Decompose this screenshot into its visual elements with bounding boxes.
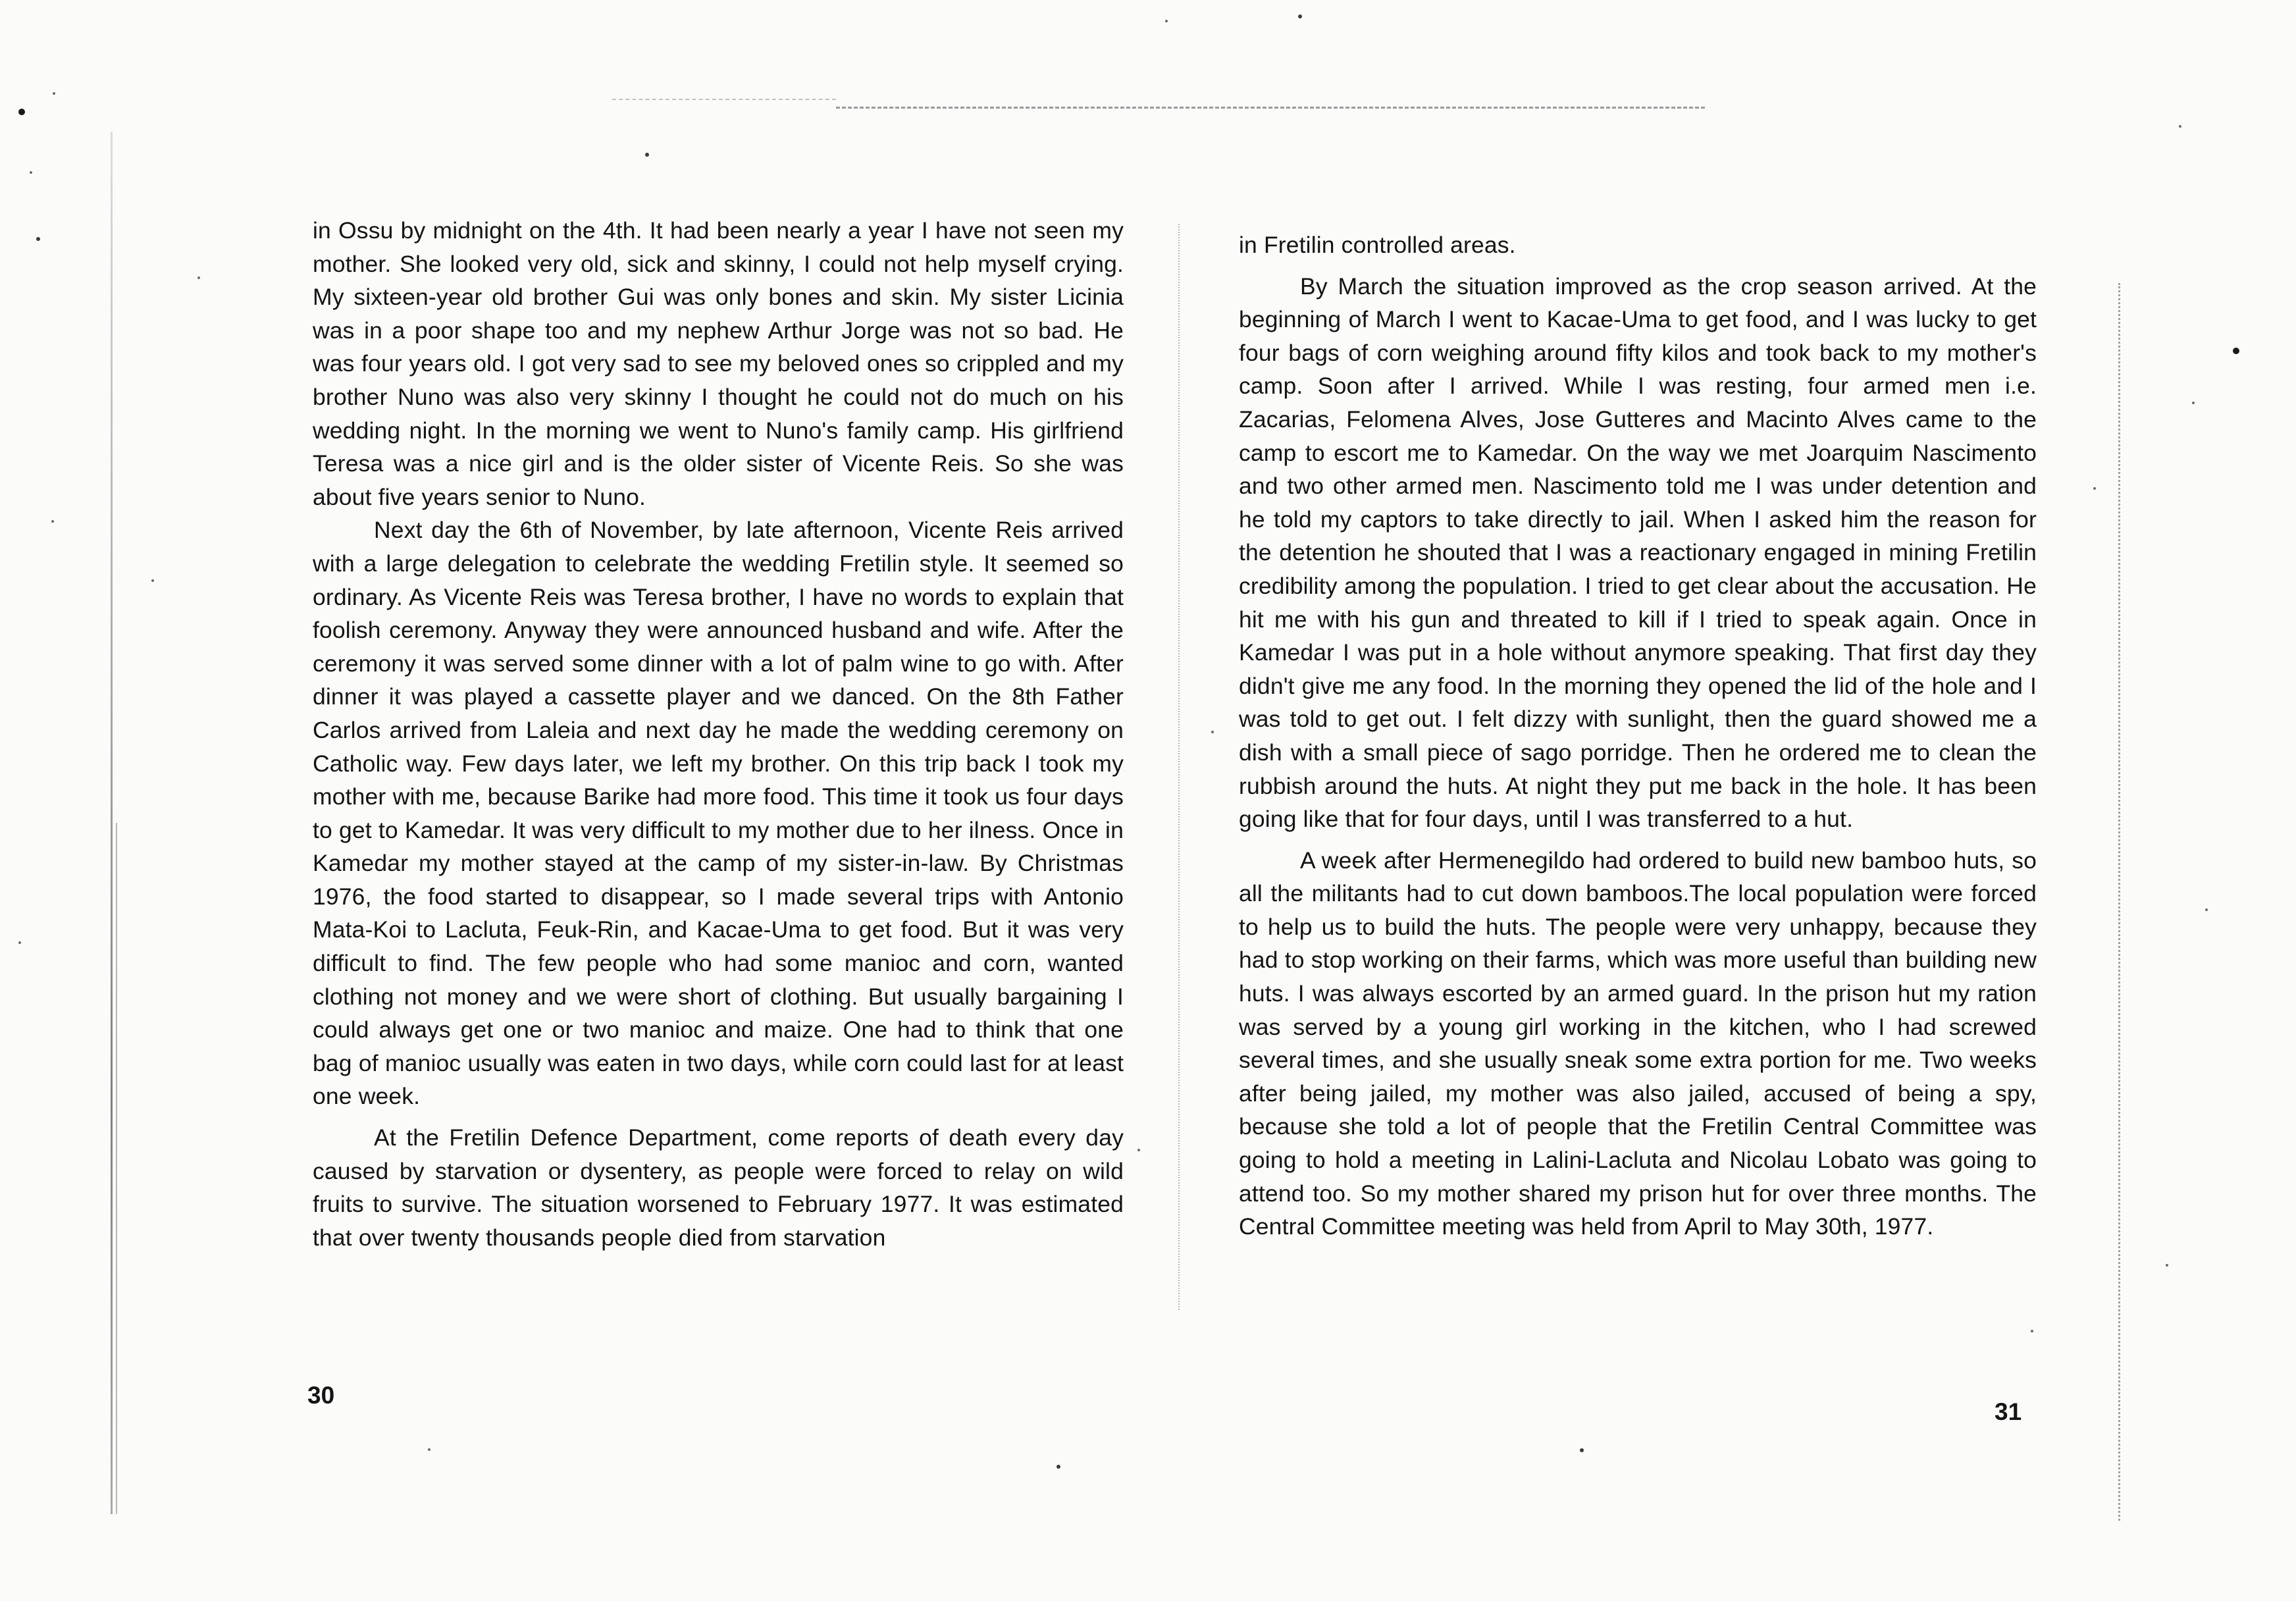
paragraph: A week after Hermenegildo had ordered to build new bamboo huts, so all the militants had to cut down bamboos.The local population were forced to help us to build the huts. The people were very unhappy, because they had to stop working on their farms, which was more useful than building new huts. I was always escorted by an armed guard. In the prison hut my ration was served by a young girl working in the kitchen, who I had screwed several times, and she usually sneak some extra portion for me. Two weeks after being jailed, my mother was also jailed, accused of being a spy, because she told a lot of people that the Fretilin Central Committee was going to hold a meeting in Lalini-Lacluta and Nicolau Lobato was going to attend too. So my mother shared my prison hut for over three months. The Central Committee meeting was held from April to May 30th, 1977. [1239, 847, 2037, 1240]
right-text-column [1239, 228, 2037, 1244]
paragraph: in Fretilin controlled areas. [1239, 232, 1516, 258]
paragraph: Next day the 6th of November, by late afternoon, Vicente Reis arrived with a large delegation to celebrate the wedding Fretilin style. It seemed so ordinary. As Vicente Reis was Teresa brother, I have no words to explain that foolish ceremony. Anyway they were announced husband and wife. After the ceremony it was served some dinner with a lot of palm wine to go with. After dinner it was played a cassette player and we danced. On the 8th Father Carlos arrived from Laleia and next day he made the wedding ceremony on Catholic way. Few days later, we left my brother. On this trip back I took my mother with me, because Barike had more food. This time it took us four days to get to Kamedar. It was very difficult to my mother due to her ilness. Once in Kamedar my mother stayed at the camp of my sister-in-law. By Christmas 1976, the food started to disappear, so I made several trips with Antonio Mata-Koi to Lacluta, Feuk-Rin, and Kacae-Uma to get food. But it was very difficult to find. The few people who had some manioc and corn, wanted clothing not money and we were short of clothing. But usually bargaining I could always get one or two manioc and maize. One had to think that one bag of manioc usually was eaten in two days, while corn could last for at least one week. [313, 517, 1124, 1110]
page-number: 30 [307, 1382, 335, 1409]
right-page [1159, 0, 2296, 1601]
paragraph: in Ossu by midnight on the 4th. It had been nearly a year I have not seen my mother. She looked very old, sick and skinny, I could not help myself crying. My sixteen-year old brother Gui was only bones and skin. My sister Licinia was in a poor shape too and my nephew Arthur Jorge was not so bad. He was four years old. I got very sad to see my beloved ones so crippled and my brother Nuno was also very skinny I thought he could not do much on his wedding night. In the morning we went to Nuno's family camp. His girlfriend Teresa was a nice girl and is the older sister of Vicente Reis. So she was about five years senior to Nuno. [313, 217, 1124, 510]
left-text-column [313, 214, 1124, 1254]
paragraph: At the Fretilin Defence Department, come reports of death every day caused by starvation or dysentery, as people were forced to relay on wild fruits to survive. The situation worsened to February 1977. It was estimated that over twenty thousands people died from starvation [313, 1124, 1124, 1251]
paragraph: By March the situation improved as the crop season arrived. At the beginning of March I went to Kacae-Uma to get food, and I was lucky to get four bags of corn weighing around fifty kilos and took back to my mother's camp. Soon after I arrived. While I was resting, four armed men i.e. Zacarias, Felomena Alves, Jose Gutteres and Macinto Alves came to the camp to escort me to Kamedar. On the way we met Joarquim Nascimento and two other armed men. Nascimento told me I was under detention and he told my captors to take directly to jail. When I asked him the reason for the detention he shouted that I was a reactionary engaged in mining Fretilin credibility among the population. I tried to get clear about the accusation. He hit me with his gun and threated to kill if I tried to speak again. Once in Kamedar I was put in a hole without anymore speaking. That first day they didn't give me any food. In the morning they opened the lid of the hole and I was told to get out. I felt dizzy with sunlight, then the guard showed me a dish with a small piece of sago porridge. Then he ordered me to clean the rubbish around the huts. At night they put me back in the hole. It has been going like that for four days, until I was transferred to a hut. [1239, 273, 2037, 833]
page-number: 31 [1995, 1398, 2022, 1425]
